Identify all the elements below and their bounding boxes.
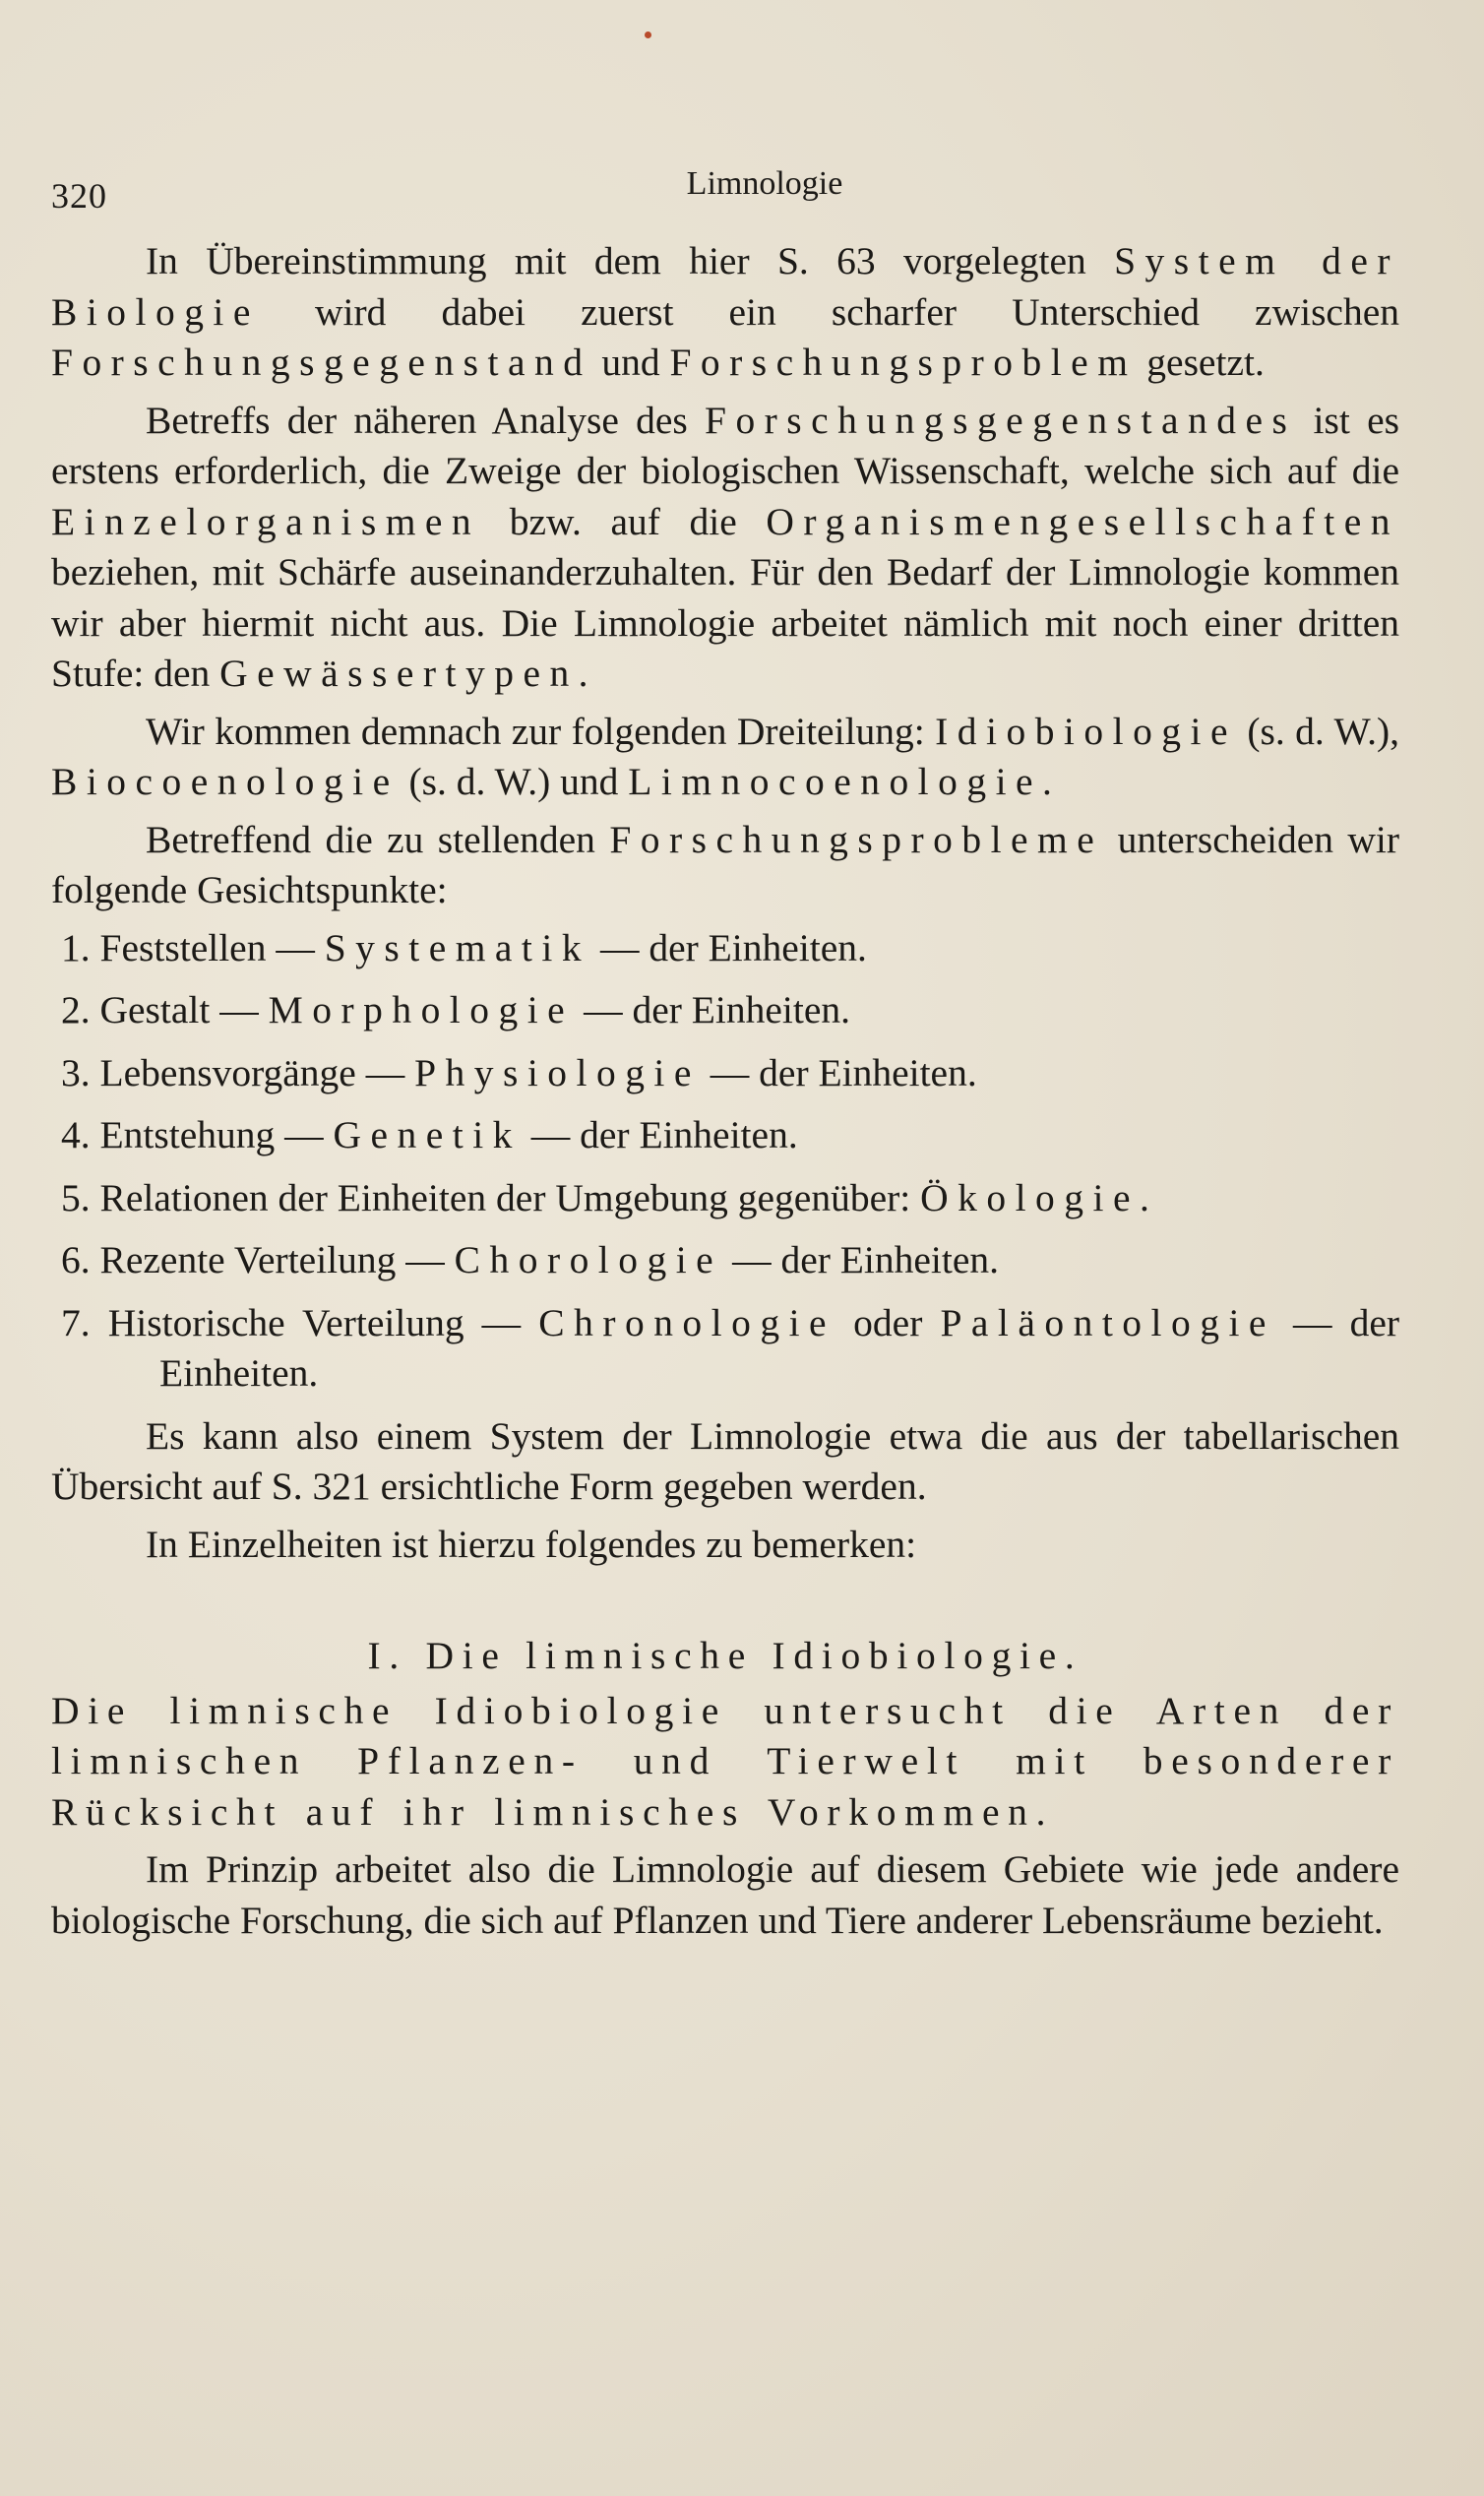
paragraph-7: Im Prinzip arbeitet also die Limnologie auf diesem Gebiete wie jede andere biologische Forschung, die sich auf Pflanzen und Tiere anderer Lebensräume bezieht. bbox=[51, 1847, 1399, 1942]
text-run: (s. d. W.) und bbox=[408, 760, 619, 803]
text-run: Lebensvorgänge — bbox=[99, 1050, 405, 1094]
list-number: 2. bbox=[61, 988, 91, 1031]
spaced-term: Genetik bbox=[333, 1113, 522, 1156]
text-run: und bbox=[601, 341, 660, 384]
spaced-term: Limnocoenologie. bbox=[628, 760, 1062, 803]
text-run: oder bbox=[853, 1300, 923, 1344]
list-item bbox=[51, 1173, 1399, 1224]
text-run: — der Einheiten. bbox=[732, 1238, 999, 1281]
page-header bbox=[51, 165, 1409, 216]
list-item bbox=[51, 1235, 1399, 1286]
text-run: ist es erstens erforderlich, die Zweige der biologischen Wissenschaft, welche sich auf die bbox=[51, 398, 1399, 492]
paragraph-4 bbox=[51, 815, 1399, 916]
spaced-term: Forschungsgegenstandes bbox=[705, 398, 1297, 442]
list-item bbox=[51, 1110, 1399, 1161]
ink-dot bbox=[645, 31, 651, 38]
spaced-term: Chronologie bbox=[538, 1300, 836, 1344]
list-number: 4. bbox=[61, 1113, 91, 1156]
list-number: 7. bbox=[61, 1300, 91, 1344]
text-run: Relationen der Einheiten der Umgebung gegenüber: bbox=[99, 1175, 911, 1219]
text-run: unterscheiden wir folgende Gesichtspunkte: bbox=[51, 817, 1400, 911]
text-run: — der Einheiten. bbox=[159, 1300, 1400, 1395]
spaced-term: Forschungsproblem bbox=[669, 341, 1138, 384]
spaced-term: Chorologie bbox=[454, 1238, 723, 1281]
list-number: 1. bbox=[61, 925, 91, 969]
text-run: Historische Verteilung — bbox=[107, 1300, 522, 1344]
text-run: wird dabei zuerst ein scharfer Unterschied zwischen bbox=[315, 289, 1400, 334]
text-run: Feststellen — bbox=[99, 925, 315, 969]
list-item bbox=[51, 1048, 1399, 1099]
text-run: — der Einheiten. bbox=[710, 1050, 977, 1094]
text-run: Entstehung — bbox=[99, 1113, 324, 1156]
spaced-term: Morphologie bbox=[268, 988, 575, 1031]
spaced-term: Forschungsprobleme bbox=[609, 817, 1104, 861]
running-title: Limnologie bbox=[686, 165, 843, 202]
text-run: Gestalt — bbox=[99, 988, 259, 1031]
spaced-term: Systematik bbox=[324, 925, 591, 969]
paragraph-3 bbox=[51, 707, 1399, 808]
spaced-term: Biocoenologie bbox=[51, 760, 400, 803]
spaced-term: Organismengesellschaften bbox=[766, 499, 1400, 543]
list-number: 6. bbox=[61, 1238, 91, 1281]
section-heading: I. Die limnische Idiobiologie. bbox=[367, 1634, 1083, 1677]
list-item bbox=[51, 923, 1399, 974]
text-run: (s. d. W.), bbox=[1247, 709, 1400, 753]
spaced-term: Ökologie. bbox=[920, 1175, 1159, 1219]
spaced-term: Forschungsgegenstand bbox=[51, 341, 592, 384]
text-run: gesetzt. bbox=[1146, 341, 1265, 384]
definition-paragraph: Die limnische Idiobiologie untersucht die Arten der limnischen Pflanzen- und Tierwelt mit besonderer Rücksicht auf ihr limnisches Vorkommen. bbox=[51, 1688, 1399, 1834]
list-item bbox=[51, 1298, 1399, 1400]
spaced-term: Paläontologie bbox=[940, 1300, 1275, 1344]
text-run: In Übereinstimmung mit dem hier S. 63 vorgelegten bbox=[146, 239, 1086, 282]
spaced-term: System der Biologie bbox=[51, 239, 1400, 334]
text-run: Betreffs der näheren Analyse des bbox=[146, 398, 688, 442]
spaced-term: Physiologie bbox=[414, 1050, 701, 1094]
paragraph-5: Es kann also einem System der Limnologie etwa die aus der tabellarischen Übersicht auf S. 321 ersichtliche Form gegeben werden. bbox=[51, 1413, 1399, 1508]
page-number: 320 bbox=[51, 176, 107, 216]
list-item bbox=[51, 985, 1399, 1036]
paragraph-1 bbox=[51, 236, 1399, 389]
text-run: — der Einheiten. bbox=[530, 1113, 798, 1156]
text-run: beziehen, mit Schärfe auseinanderzuhalten. Für den Bedarf der Limnologie kommen wir aber hiermit nicht aus. Die Limnologie arbeitet nämlich mit noch einer dritten Stufe: den bbox=[51, 550, 1399, 695]
page-body bbox=[51, 236, 1399, 1953]
text-run: Betreffend die zu stellenden bbox=[146, 817, 595, 861]
text-run: bzw. auf die bbox=[509, 499, 737, 543]
spaced-term: Gewässertypen. bbox=[219, 652, 598, 695]
text-run: Wir kommen demnach zur folgenden Dreiteilung: bbox=[146, 709, 925, 753]
spaced-term: Idiobiologie bbox=[935, 709, 1237, 753]
text-run: Rezente Verteilung — bbox=[99, 1238, 445, 1281]
paragraph-2 bbox=[51, 396, 1399, 700]
paragraph-6: In Einzelheiten ist hierzu folgendes zu bemerken: bbox=[146, 1522, 917, 1566]
text-run: — der Einheiten. bbox=[584, 988, 850, 1031]
text-run: — der Einheiten. bbox=[599, 925, 867, 969]
research-problems-list bbox=[51, 923, 1399, 1400]
spaced-term: Einzelorganismen bbox=[51, 499, 481, 543]
list-number: 3. bbox=[61, 1050, 91, 1094]
list-number: 5. bbox=[61, 1175, 91, 1219]
